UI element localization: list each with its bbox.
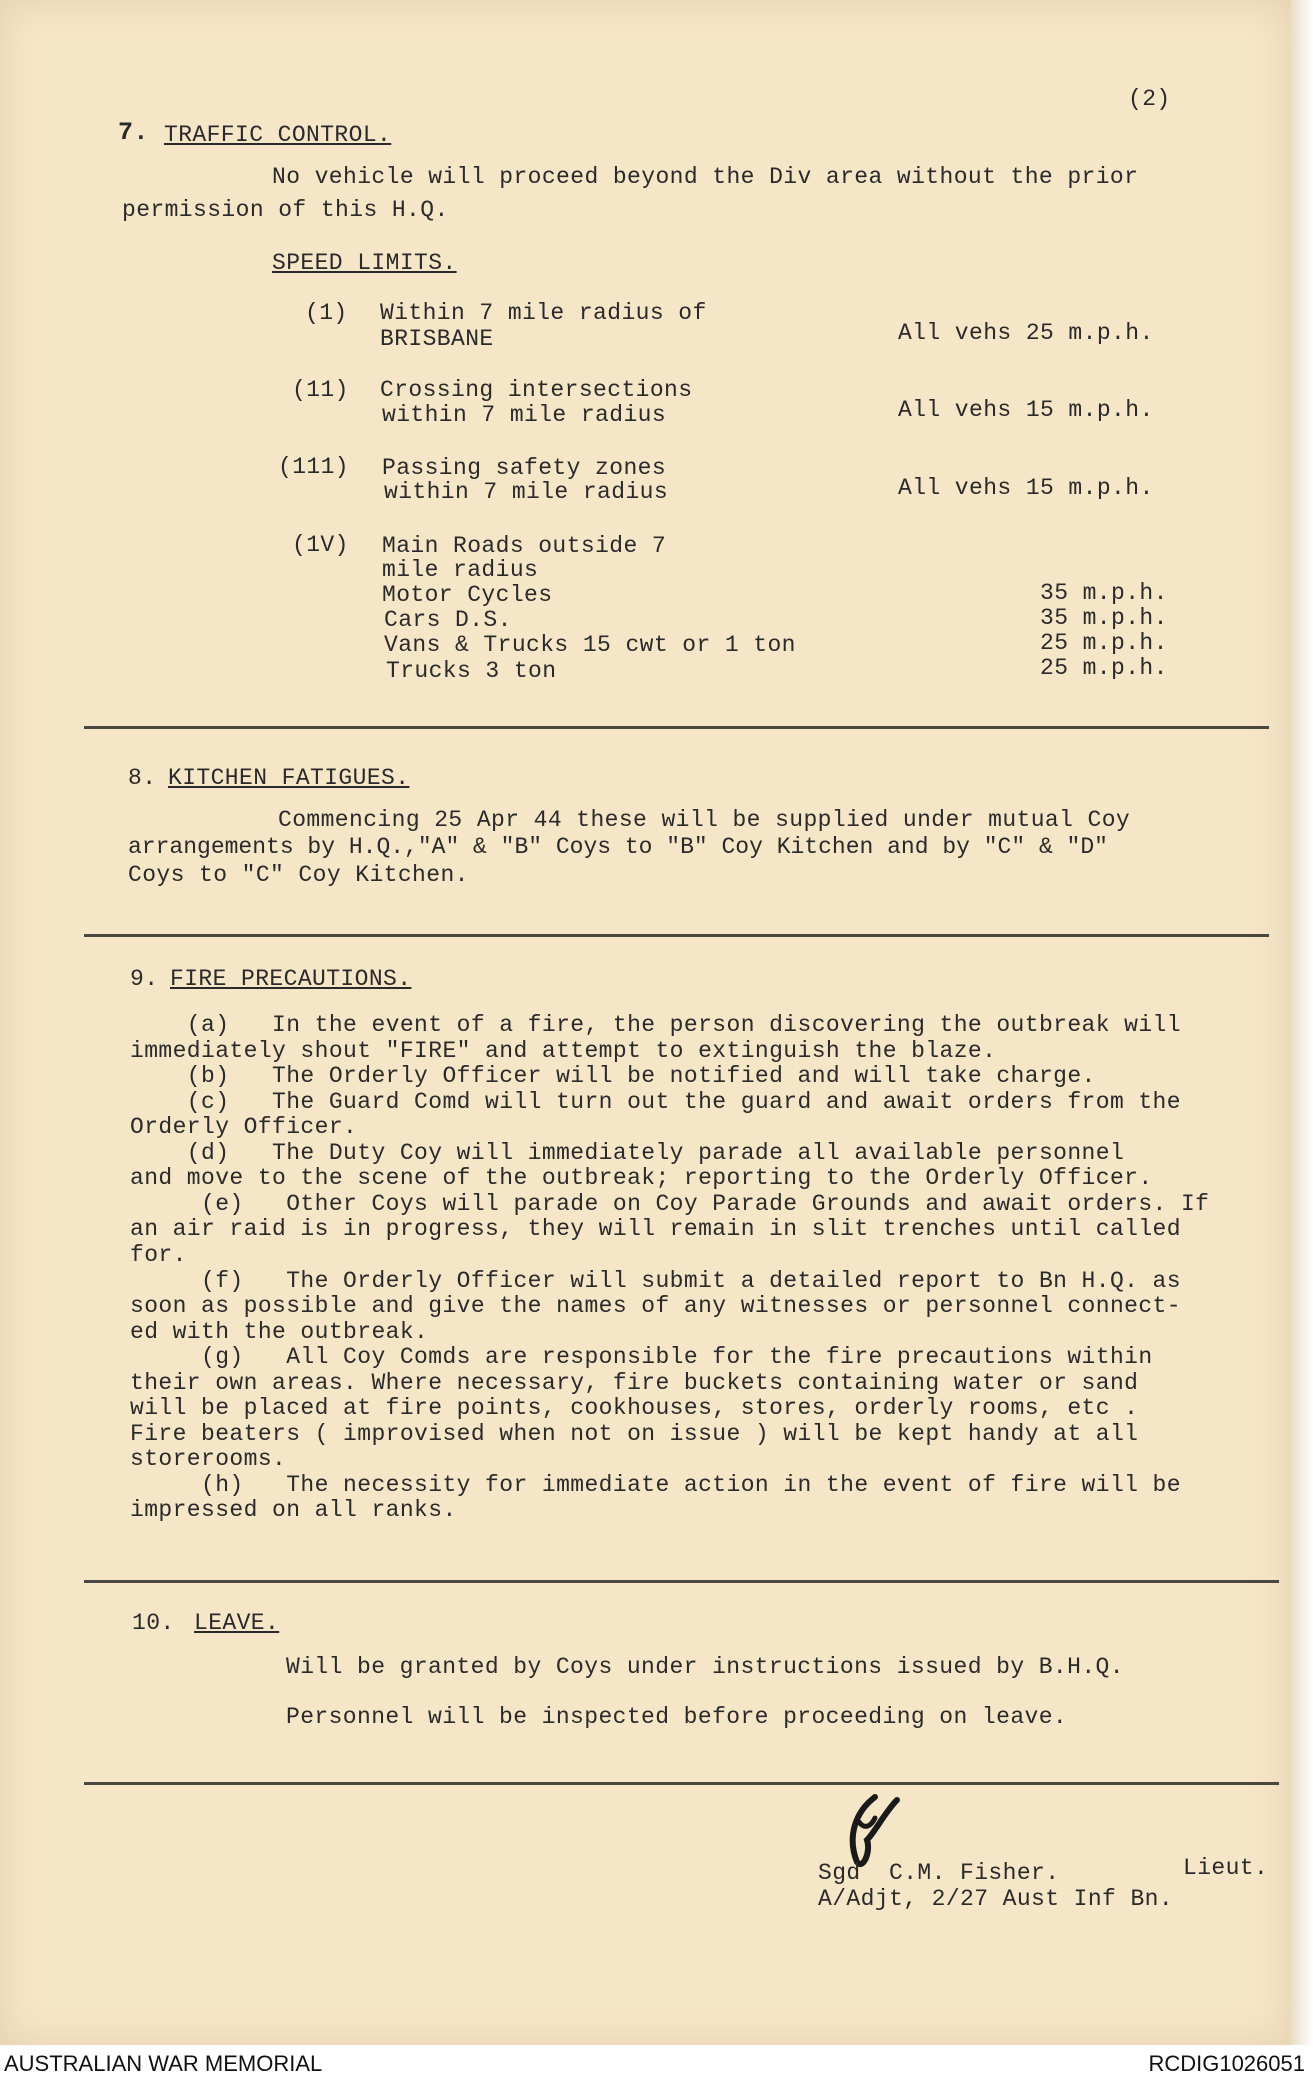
page-number: (2) xyxy=(1128,86,1171,112)
archive-id: RCDIG1026051 xyxy=(1148,2051,1305,2076)
section8-heading: KITCHEN FATIGUES. xyxy=(168,765,410,791)
section9-line: (c) The Guard Comd will turn out the guard and await orders from the xyxy=(130,1089,1181,1115)
speed-item-1-value: All vehs 25 m.p.h. xyxy=(898,320,1154,346)
speed-row-value: 35 m.p.h. xyxy=(1040,605,1168,631)
signature-appointment: A/Adjt, 2/27 Aust Inf Bn. xyxy=(818,1886,1174,1912)
speed-item-3-value: All vehs 15 m.p.h. xyxy=(898,475,1154,501)
speed-item-3-line1: Passing safety zones xyxy=(382,455,667,481)
speed-item-2-number: (11) xyxy=(292,377,349,403)
speed-row-value: 25 m.p.h. xyxy=(1040,655,1168,681)
section8-line: Commencing 25 Apr 44 these will be supplied under mutual Coy xyxy=(278,807,1131,833)
section9-line: Fire beaters ( improvised when not on issue ) will be kept handy at all xyxy=(130,1421,1139,1447)
speed-item-1-line2: BRISBANE xyxy=(380,326,494,352)
section9-line: (e) Other Coys will parade on Coy Parade Grounds and await orders. If xyxy=(130,1191,1210,1217)
speed-item-2-value: All vehs 15 m.p.h. xyxy=(898,397,1154,423)
section10-heading: LEAVE. xyxy=(194,1610,280,1636)
section9-line: and move to the scene of the outbreak; reporting to the Orderly Officer. xyxy=(130,1165,1153,1191)
section9-line: (f) The Orderly Officer will submit a detailed report to Bn H.Q. as xyxy=(130,1268,1181,1294)
section9-line: ed with the outbreak. xyxy=(130,1319,429,1345)
speed-item-4-number: (1V) xyxy=(292,532,349,558)
section-divider xyxy=(84,1580,1279,1583)
speed-item-3-number: (111) xyxy=(278,454,350,480)
section9-line: will be placed at fire points, cookhouses, stores, orderly rooms, etc . xyxy=(130,1395,1139,1421)
section9-line: (d) The Duty Coy will immediately parade all available personnel xyxy=(130,1140,1125,1166)
section9-line: immediately shout "FIRE" and attempt to extinguish the blaze. xyxy=(130,1038,997,1064)
speed-item-1-number: (1) xyxy=(305,300,348,326)
signature-name: Sgd C.M. Fisher. xyxy=(818,1860,1060,1886)
section8-line: arrangements by H.Q.,"A" & "B" Coys to "B" Coy Kitchen and by "C" & "D" xyxy=(128,834,1108,860)
section8-line: Coys to "C" Coy Kitchen. xyxy=(128,862,469,888)
archive-footer xyxy=(0,2045,1313,2082)
section10-line1: Will be granted by Coys under instructions issued by B.H.Q. xyxy=(286,1654,1124,1680)
speed-row-label: Vans & Trucks 15 cwt or 1 ton xyxy=(384,632,796,658)
section9-line: (g) All Coy Comds are responsible for the fire precautions within xyxy=(130,1344,1153,1370)
section9-line: Orderly Officer. xyxy=(130,1114,358,1140)
section9-line: for. xyxy=(130,1242,187,1268)
section9-line: (h) The necessity for immediate action in the event of fire will be xyxy=(130,1472,1181,1498)
section9-line: their own areas. Where necessary, fire buckets containing water or sand xyxy=(130,1370,1139,1396)
speed-limits-heading: SPEED LIMITS. xyxy=(272,250,457,276)
speed-item-4-line2: mile radius xyxy=(382,557,539,583)
section9-line: soon as possible and give the names of any witnesses or personnel connect- xyxy=(130,1293,1181,1319)
speed-item-2-line2: within 7 mile radius xyxy=(382,402,667,428)
section7-line1: No vehicle will proceed beyond the Div area without the prior xyxy=(272,164,1139,190)
section-divider xyxy=(84,726,1269,729)
speed-row-value: 25 m.p.h. xyxy=(1040,630,1168,656)
section7-number: 7. xyxy=(118,118,149,147)
section9-heading: FIRE PRECAUTIONS. xyxy=(170,966,412,992)
section-divider xyxy=(84,934,1269,937)
speed-row-value: 35 m.p.h. xyxy=(1040,580,1168,606)
section9-line: (a) In the event of a fire, the person discovering the outbreak will xyxy=(130,1012,1181,1038)
section-divider xyxy=(84,1782,1279,1785)
section10-line2: Personnel will be inspected before proceeding on leave. xyxy=(286,1704,1068,1730)
section9-line: an air raid is in progress, they will remain in slit trenches until called xyxy=(130,1216,1181,1242)
section9-line: storerooms. xyxy=(130,1446,287,1472)
section7-heading: TRAFFIC CONTROL. xyxy=(164,122,392,148)
speed-item-3-line2: within 7 mile radius xyxy=(384,479,669,505)
section9-line: impressed on all ranks. xyxy=(130,1497,457,1523)
page-edge xyxy=(1290,0,1313,2045)
speed-row-label: Motor Cycles xyxy=(382,582,553,608)
archive-name: AUSTRALIAN WAR MEMORIAL xyxy=(4,2051,323,2076)
speed-item-2-line1: Crossing intersections xyxy=(380,377,693,403)
speed-item-1-line1: Within 7 mile radius of xyxy=(380,300,707,326)
signature-rank: Lieut. xyxy=(1183,1855,1269,1881)
section10-number: 10. xyxy=(132,1610,175,1636)
section9-number: 9. xyxy=(130,966,159,992)
speed-row-label: Cars D.S. xyxy=(384,607,512,633)
section7-line2: permission of this H.Q. xyxy=(122,197,449,223)
speed-row-label: Trucks 3 ton xyxy=(386,658,557,684)
section9-line: (b) The Orderly Officer will be notified and will take charge. xyxy=(130,1063,1096,1089)
speed-item-4-line1: Main Roads outside 7 xyxy=(382,533,667,559)
section8-number: 8. xyxy=(128,765,157,791)
